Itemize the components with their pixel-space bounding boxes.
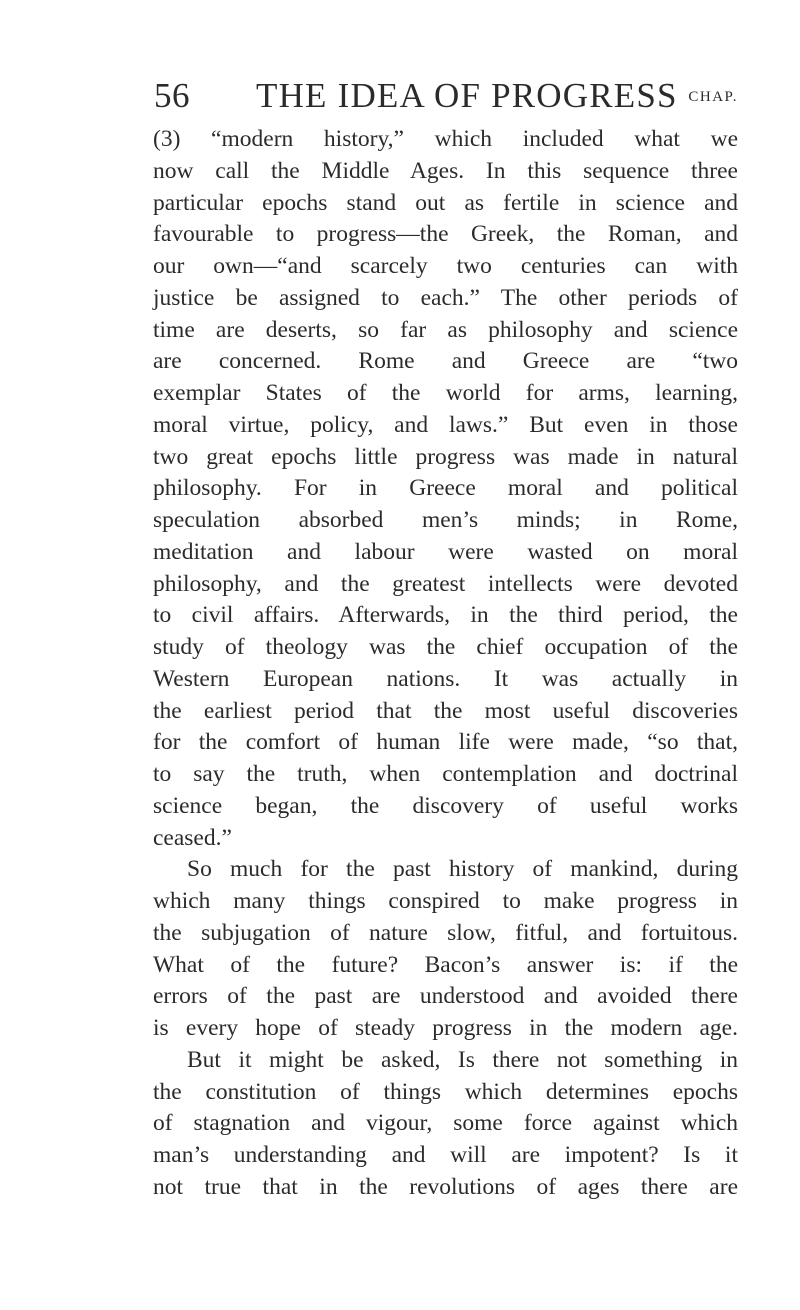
text-line: exemplar States of the world for arms, learning,	[153, 380, 738, 406]
text-line: science began, the discovery of useful works	[153, 792, 738, 819]
text-line: not true that in the revolutions of ages there are	[153, 1173, 738, 1200]
text-line: But it might be asked, Is there not something in	[187, 1046, 738, 1073]
text-line: errors of the past are understood and avoided there	[153, 983, 738, 1010]
text-line: particular epochs stand out as fertile in science and	[153, 189, 738, 216]
chapter-label: CHAP.	[688, 89, 738, 105]
text-line: man’s understanding and will are impotent? Is it	[153, 1142, 738, 1168]
text-line: to say the truth, when contemplation and doctrinal	[153, 761, 738, 787]
text-line: (3) “modern history,” which included what we	[153, 126, 738, 152]
text-line: the earliest period that the most useful discoveries	[153, 697, 738, 724]
paragraph-first-line: So much for the past history of mankind, during	[187, 856, 738, 883]
running-head	[154, 74, 738, 118]
text-line: our own—“and scarcely two centuries can with	[153, 253, 738, 279]
text-line: Western European nations. It was actually in	[153, 665, 738, 692]
text-line: are concerned. Rome and Greece are “two	[153, 348, 738, 375]
text-line: is every hope of steady progress in the modern age.	[153, 1015, 738, 1041]
paragraph-last-line: ceased.”	[153, 824, 232, 851]
text-line: What of the future? Bacon’s answer is: if the	[153, 951, 738, 978]
text-line: to civil affairs. Afterwards, in the third period, the	[153, 602, 738, 629]
text-line: the subjugation of nature slow, fitful, and fortuitous.	[153, 919, 738, 946]
text-line: for the comfort of human life were made, “so that,	[153, 729, 738, 756]
text-line: the constitution of things which determines epochs	[153, 1078, 738, 1105]
text-line: philosophy. For in Greece moral and political	[153, 475, 738, 502]
text-line: time are deserts, so far as philosophy and science	[153, 316, 738, 343]
text-line: meditation and labour were wasted on moral	[153, 538, 738, 565]
body-text	[153, 124, 738, 1204]
text-line: speculation absorbed men’s minds; in Rome,	[153, 507, 738, 533]
text-line: two great epochs little progress was made in natural	[153, 443, 738, 470]
page-number: 56	[154, 76, 190, 115]
text-line: justice be assigned to each.” The other periods of	[153, 284, 738, 311]
text-line: which many things conspired to make progress in	[153, 888, 738, 914]
text-line: moral virtue, policy, and laws.” But even in those	[153, 411, 738, 438]
text-line: study of theology was the chief occupation of the	[153, 634, 738, 660]
text-line: of stagnation and vigour, some force against which	[153, 1110, 738, 1137]
running-title: THE IDEA OF PROGRESS	[256, 76, 678, 115]
text-line: favourable to progress—the Greek, the Roman, and	[153, 221, 738, 248]
text-line: philosophy, and the greatest intellects were devoted	[153, 570, 738, 597]
text-line: now call the Middle Ages. In this sequence three	[153, 157, 738, 184]
